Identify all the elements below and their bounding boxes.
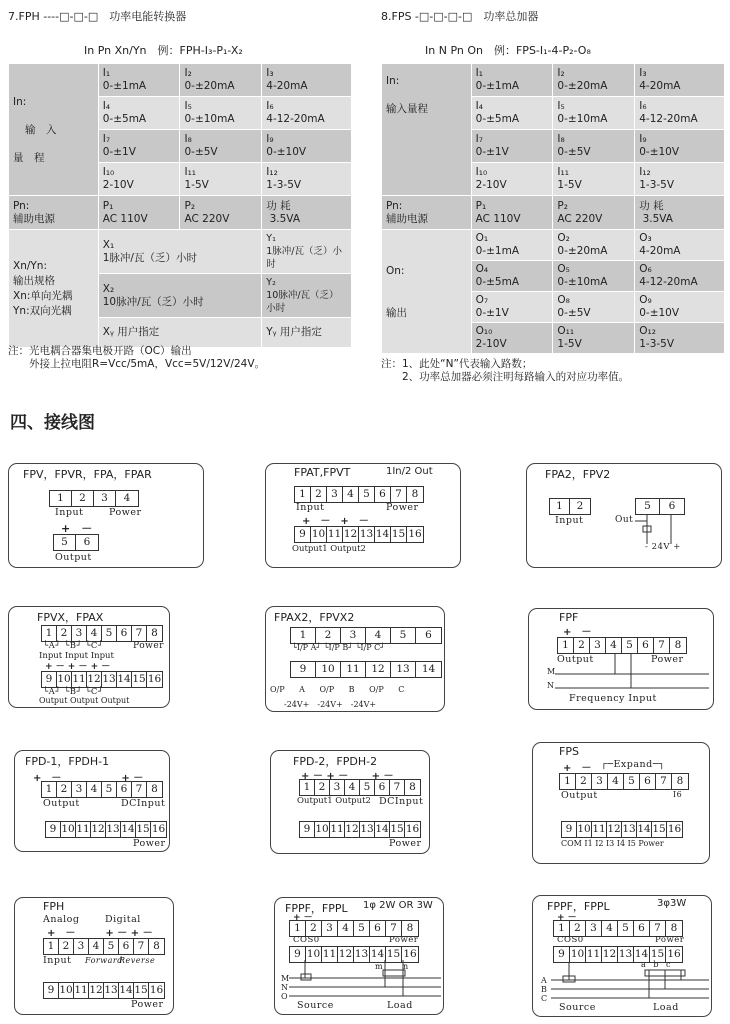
right-model-code: 8.FPS -□-□-□-□ 功率总加器 bbox=[381, 10, 539, 23]
range-cell: I₉ 0-±10V bbox=[262, 130, 352, 163]
terminal-strip: 1 2 3 4 5 6 bbox=[290, 627, 442, 644]
terminal-strip: 5 6 bbox=[635, 498, 685, 515]
range-cell: I₇ 0-±1V bbox=[98, 130, 180, 163]
range-cell: I₆ 4-12-20mA bbox=[262, 97, 352, 130]
left-note: 注：光电耦合器集电极开路（OC）输出 外接上拉电阻R=Vcc/5mA，Vcc=5V/12V/24V。 bbox=[8, 345, 266, 370]
range-cell: I₁₀ 2-10V bbox=[98, 163, 180, 196]
wiring-box-fpd1: FPD-1，FPDH-1 + － + － 1 2 3 4 5 6 7 8 Output DCInput 9 10 11 12 13 14 15 16 Power bbox=[14, 750, 170, 852]
wiring-box-fpf: FPF + － 1 2 3 4 5 6 7 8 Output Power M N Frequency Input bbox=[528, 608, 714, 710]
range-cell: I₈ 0-±5V bbox=[180, 130, 262, 163]
terminal-strip: 9 10 11 12 13 14 15 16 bbox=[294, 526, 424, 543]
terminal-strip: 1 2 3 4 5 6 7 8 bbox=[41, 625, 163, 642]
terminal-strip: 1 2 3 4 5 6 7 8 bbox=[559, 773, 689, 790]
terminal-strip: 1 2 bbox=[549, 498, 591, 515]
wiring-box-fppf-3ph: FPPF，FPPL 3φ3W + － 1 2 3 4 5 6 7 8 COS0 Power 9 10 11 12 13 14 15 16 a b c A B C Source Load bbox=[532, 895, 712, 1017]
range-cell: I₅ 0-±10mA bbox=[180, 97, 262, 130]
wiring-box-fpa2: FPA2，FPV2 1 2 Input 5 6 Out - 24V + bbox=[526, 463, 722, 568]
on-label: On: 输出 bbox=[382, 230, 472, 354]
terminal-strip: 5 6 bbox=[53, 534, 99, 551]
terminal-strip: 9 10 11 12 13 14 bbox=[290, 661, 442, 678]
wiring-box-fpax2: FPAX2，FPVX2 1 2 3 4 5 6 └I/P A┘ └I/P B┘ └I/P C┘ 9 10 11 12 13 14 O/P A O/P B O/P C -24V+ -24V+ -24V+ bbox=[265, 606, 445, 712]
fppf-3ph-wiring bbox=[533, 896, 534, 897]
left-model-code: 7.FPH ----□-□-□ 功率电能转换器 bbox=[8, 10, 187, 23]
wiring-box-fps: FPS ┌─Expand─┐ + － 1 2 3 4 5 6 7 8 Output I6 9 10 11 12 13 14 15 16 COM I1 I2 I3 I4 I5 Power bbox=[532, 742, 710, 864]
terminal-strip: 9 10 11 12 13 14 15 16 bbox=[289, 946, 419, 963]
section-title: 四、接线图 bbox=[10, 413, 95, 433]
terminal-strip: 9 10 11 12 13 14 15 16 bbox=[561, 821, 683, 838]
range-cell: I₁₂ 1-3-5V bbox=[262, 163, 352, 196]
range-cell: I₁ 0-±1mA bbox=[98, 64, 180, 97]
right-code-legend: In N Pn On 例：FPS-I₁-4-P₂-O₈ bbox=[425, 44, 591, 57]
wiring-box-fpat: FPAT,FPVT 1In/2 Out 1 2 3 4 5 6 7 8 Input Power + － + － 9 10 11 12 13 14 15 16 Output1 Output2 bbox=[265, 463, 461, 568]
xn-label: Xn/Yn: 输出规格 Xn:单向光耦 Yn:双向光耦 bbox=[9, 230, 99, 348]
fppf-1ph-wiring bbox=[275, 898, 276, 899]
pn-label: Pn: 辅助电源 bbox=[9, 196, 99, 230]
wiring-box-fpv: FPV，FPVR，FPA，FPAR 1 2 3 4 Input Power + － 5 6 Output bbox=[8, 463, 204, 568]
terminal-strip: 1 2 3 4 5 6 7 8 bbox=[553, 920, 683, 937]
terminal-strip: 1 2 3 4 5 6 7 8 bbox=[289, 920, 419, 937]
terminal-strip: 1 2 3 4 5 6 7 8 bbox=[294, 486, 424, 503]
wiring-box-fpvx: FPVX，FPAX 1 2 3 4 5 6 7 8 └A┘ └B┘ └C┘ Power Input Input Input + － + － + － 9 10 11 12 13 14 15 16 └A┘ └B┘ └C┘ Output Output Output bbox=[8, 606, 170, 708]
terminal-strip: 9 10 11 12 13 14 15 16 bbox=[553, 946, 683, 963]
left-spec-table: In: 输 入 量 程 I₁ 0-±1mA I₂ 0-±20mA I₃ 4-20mA I₄ 0-±5mA I₅ 0-±10mA I₆ 4-12-20mA I₇ 0-±1V I₈ 0-±5V I₉ 0-±10V I₁₀ 2-10V I₁₁ 1-5V I₁₂ 1-3-5V Pn: 辅助电源 P₁ AC 110V P₂ AC 220V 功 耗 3.5VA Xn/Yn: 输出规格 Xn:单向光耦 Yn:双向光耦 X₁ 1脉冲/瓦（乏）小时 Y₁ 1脉冲/瓦（乏）小时 X₂ 10脉冲/瓦（乏）小时 Y₂ 10脉冲/瓦（乏）小时 Xᵧ 用户指定 Yᵧ 用户指定 bbox=[8, 63, 352, 348]
wiring-box-fpd2: FPD-2，FPDH-2 + － + － + － 1 2 3 4 5 6 7 8 Output1 Output2 DCInput 9 10 11 12 13 14 15 16 Power bbox=[270, 750, 430, 854]
terminal-strip: 9 10 11 12 13 14 15 16 bbox=[45, 821, 167, 838]
terminal-strip: 1 2 3 4 5 6 7 8 bbox=[299, 779, 421, 796]
range-cell: I₁₁ 1-5V bbox=[180, 163, 262, 196]
fpf-wiring bbox=[529, 609, 530, 610]
terminal-strip: 1 2 3 4 bbox=[49, 490, 139, 507]
fpa2-wiring bbox=[527, 464, 528, 465]
terminal-strip: 1 2 3 4 5 6 7 8 bbox=[43, 938, 165, 955]
terminal-strip: 9 10 11 12 13 14 15 16 bbox=[299, 821, 421, 838]
terminal-strip: 9 10 11 12 13 14 15 16 bbox=[43, 982, 165, 999]
range-cell: I₂ 0-±20mA bbox=[180, 64, 262, 97]
right-spec-table: In: 输入量程 I₁ 0-±1mA I₂ 0-±20mA I₃ 4-20mA I₄ 0-±5mA I₅ 0-±10mA I₆ 4-12-20mA I₇ 0-±1V I₈ 0-±5V I₉ 0-±10V I₁₀ 2-10V I₁₁ 1-5V I₁₂ 1-3-5V Pn: 辅助电源 P₁ AC 110V P₂ AC 220V 功 耗 3.5VA On: 输出 O₁ 0-±1mA O₂ 0-±20mA O₃ 4-20mA O₄ 0-±5mA O₅ 0-±10mA O₆ 4-12-20mA O₇ 0-±1V O₈ 0-±5V O₉ 0-±10V O₁₀ 2-10V O₁₁ 1-5V O₁₂ 1-3-5V bbox=[381, 63, 725, 354]
terminal-strip: 9 10 11 12 13 14 15 16 bbox=[41, 671, 163, 688]
terminal-strip: 1 2 3 4 5 6 7 8 bbox=[557, 637, 687, 654]
range-cell: I₄ 0-±5mA bbox=[98, 97, 180, 130]
right-note: 注：1、此处“N”代表输入路数； 2、功率总加器必须注明每路输入的对应功率值。 bbox=[381, 358, 630, 383]
wiring-box-fppf-1ph: FPPF，FPPL 1φ 2W OR 3W + － 1 2 3 4 5 6 7 8 COS0 Power 9 10 11 12 13 14 15 16 m n M N O Source Load bbox=[274, 897, 444, 1015]
wiring-box-fph: FPH Analog Digital + － + － + － 1 2 3 4 5 6 7 8 Input Forward Reverse 9 10 11 12 13 14 15 16 Power bbox=[14, 897, 174, 1015]
left-code-legend: In Pn Xn/Yn 例：FPH-I₃-P₁-X₂ bbox=[84, 44, 243, 57]
terminal-strip: 1 2 3 4 5 6 7 8 bbox=[41, 781, 163, 798]
range-cell: I₃ 4-20mA bbox=[262, 64, 352, 97]
